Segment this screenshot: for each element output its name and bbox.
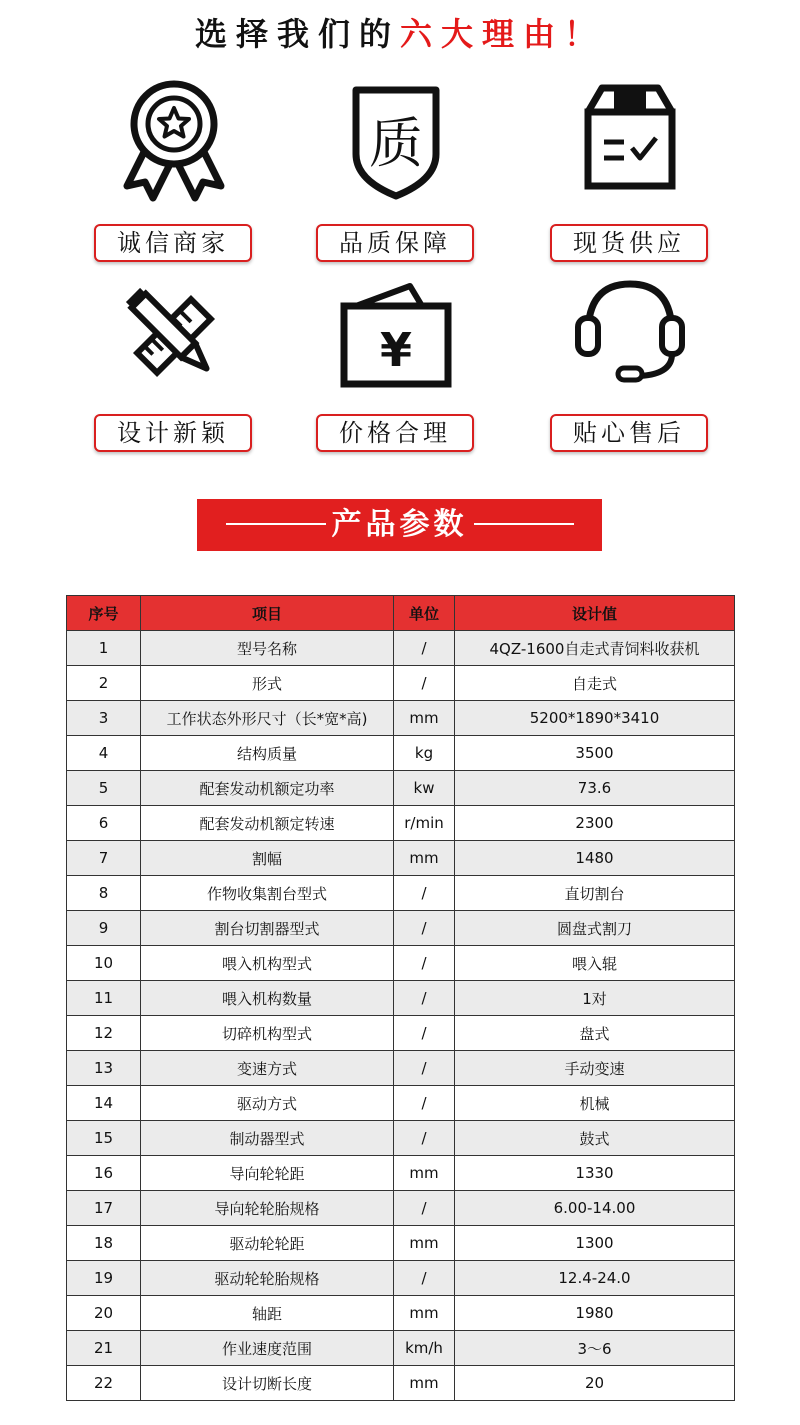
cell-index: 6 bbox=[67, 806, 141, 841]
cell-unit: / bbox=[394, 946, 455, 981]
table-row bbox=[67, 911, 735, 946]
cell-value: 5200*1890*3410 bbox=[455, 701, 735, 736]
cell-item: 轴距 bbox=[141, 1296, 394, 1331]
cell-value: 喂入辊 bbox=[455, 946, 735, 981]
table-row bbox=[67, 806, 735, 841]
design-tools-icon bbox=[114, 280, 234, 392]
cell-index: 3 bbox=[67, 701, 141, 736]
cell-item: 形式 bbox=[141, 666, 394, 701]
cell-unit: kg bbox=[394, 736, 455, 771]
cell-unit: / bbox=[394, 876, 455, 911]
cell-item: 切碎机构型式 bbox=[141, 1016, 394, 1051]
cell-value: 1对 bbox=[455, 981, 735, 1016]
cell-value: 盘式 bbox=[455, 1016, 735, 1051]
cell-unit: / bbox=[394, 631, 455, 666]
cell-value: 73.6 bbox=[455, 771, 735, 806]
headline-part-2: 六大理由！ bbox=[400, 15, 606, 53]
section-title: 产品参数 bbox=[331, 507, 468, 542]
cell-index: 20 bbox=[67, 1296, 141, 1331]
table-row bbox=[67, 1016, 735, 1051]
cell-index: 8 bbox=[67, 876, 141, 911]
cell-item: 驱动轮轮胎规格 bbox=[141, 1261, 394, 1296]
header-value: 设计值 bbox=[455, 596, 735, 631]
cell-item: 型号名称 bbox=[141, 631, 394, 666]
cell-item: 割台切割器型式 bbox=[141, 911, 394, 946]
table-row bbox=[67, 1331, 735, 1366]
cell-index: 18 bbox=[67, 1226, 141, 1261]
cell-value: 1300 bbox=[455, 1226, 735, 1261]
cell-index: 13 bbox=[67, 1051, 141, 1086]
table-row bbox=[67, 666, 735, 701]
cell-unit: / bbox=[394, 1016, 455, 1051]
cell-unit: kw bbox=[394, 771, 455, 806]
feature-label: 现货供应 bbox=[550, 224, 708, 262]
cell-unit: / bbox=[394, 911, 455, 946]
cell-value: 鼓式 bbox=[455, 1121, 735, 1156]
svg-text:质: 质 bbox=[369, 112, 423, 175]
table-row bbox=[67, 631, 735, 666]
cell-item: 结构质量 bbox=[141, 736, 394, 771]
cell-unit: mm bbox=[394, 841, 455, 876]
cell-index: 2 bbox=[67, 666, 141, 701]
feature-label: 品质保障 bbox=[316, 224, 474, 262]
table-row bbox=[67, 1156, 735, 1191]
cell-value: 机械 bbox=[455, 1086, 735, 1121]
table-row bbox=[67, 841, 735, 876]
cell-item: 配套发动机额定转速 bbox=[141, 806, 394, 841]
cell-value: 手动变速 bbox=[455, 1051, 735, 1086]
cell-value: 1980 bbox=[455, 1296, 735, 1331]
table-row bbox=[67, 1086, 735, 1121]
feature-novel-design bbox=[94, 280, 254, 452]
table-row bbox=[67, 701, 735, 736]
cell-value: 直切割台 bbox=[455, 876, 735, 911]
cell-item: 驱动轮轮距 bbox=[141, 1226, 394, 1261]
cell-item: 作业速度范围 bbox=[141, 1331, 394, 1366]
cell-item: 变速方式 bbox=[141, 1051, 394, 1086]
cell-index: 21 bbox=[67, 1331, 141, 1366]
cell-item: 工作状态外形尺寸（长*宽*高) bbox=[141, 701, 394, 736]
table-row bbox=[67, 876, 735, 911]
cell-value: 圆盘式割刀 bbox=[455, 911, 735, 946]
parameters-table bbox=[66, 595, 735, 1401]
cell-index: 11 bbox=[67, 981, 141, 1016]
cell-item: 喂入机构数量 bbox=[141, 981, 394, 1016]
cell-unit: / bbox=[394, 666, 455, 701]
cell-value: 3500 bbox=[455, 736, 735, 771]
cell-index: 16 bbox=[67, 1156, 141, 1191]
cell-item: 喂入机构型式 bbox=[141, 946, 394, 981]
cell-item: 割幅 bbox=[141, 841, 394, 876]
cell-index: 14 bbox=[67, 1086, 141, 1121]
cell-item: 设计切断长度 bbox=[141, 1366, 394, 1401]
header-item: 项目 bbox=[141, 596, 394, 631]
table-row bbox=[67, 736, 735, 771]
cell-unit: / bbox=[394, 1191, 455, 1226]
cell-unit: / bbox=[394, 1051, 455, 1086]
quality-shield-icon bbox=[348, 82, 444, 202]
cell-value: 12.4-24.0 bbox=[455, 1261, 735, 1296]
cell-unit: / bbox=[394, 1261, 455, 1296]
cell-unit: km/h bbox=[394, 1331, 455, 1366]
cell-item: 配套发动机额定功率 bbox=[141, 771, 394, 806]
stock-box-icon bbox=[580, 82, 680, 194]
price-wallet-icon bbox=[338, 280, 454, 390]
table-row bbox=[67, 771, 735, 806]
table-row bbox=[67, 1121, 735, 1156]
header-unit: 单位 bbox=[394, 596, 455, 631]
cell-index: 4 bbox=[67, 736, 141, 771]
cell-unit: mm bbox=[394, 1226, 455, 1261]
banner-rule-left bbox=[226, 523, 326, 525]
cell-value: 1480 bbox=[455, 841, 735, 876]
cell-unit: r/min bbox=[394, 806, 455, 841]
cell-item: 作物收集割台型式 bbox=[141, 876, 394, 911]
cell-value: 2300 bbox=[455, 806, 735, 841]
cell-value: 20 bbox=[455, 1366, 735, 1401]
table-row bbox=[67, 1296, 735, 1331]
cell-unit: mm bbox=[394, 1366, 455, 1401]
feature-label: 贴心售后 bbox=[550, 414, 708, 452]
cell-index: 10 bbox=[67, 946, 141, 981]
svg-text:¥: ¥ bbox=[379, 323, 413, 377]
cell-index: 17 bbox=[67, 1191, 141, 1226]
cell-value: 1330 bbox=[455, 1156, 735, 1191]
table-row bbox=[67, 1051, 735, 1086]
cell-item: 导向轮轮距 bbox=[141, 1156, 394, 1191]
section-banner bbox=[197, 499, 602, 551]
cell-index: 1 bbox=[67, 631, 141, 666]
feature-label: 诚信商家 bbox=[94, 224, 252, 262]
table-row bbox=[67, 981, 735, 1016]
cell-value: 4QZ-1600自走式青饲料收获机 bbox=[455, 631, 735, 666]
cell-item: 导向轮轮胎规格 bbox=[141, 1191, 394, 1226]
cell-index: 15 bbox=[67, 1121, 141, 1156]
cell-value: 3～6 bbox=[455, 1331, 735, 1366]
cell-unit: mm bbox=[394, 701, 455, 736]
award-medal-icon bbox=[119, 78, 229, 203]
feature-quality-assurance bbox=[316, 78, 476, 262]
feature-label: 设计新颖 bbox=[94, 414, 252, 452]
table-row bbox=[67, 946, 735, 981]
feature-label: 价格合理 bbox=[316, 414, 474, 452]
cell-value: 自走式 bbox=[455, 666, 735, 701]
feature-reasonable-price bbox=[316, 280, 476, 452]
banner-rule-right bbox=[474, 523, 574, 525]
cell-unit: mm bbox=[394, 1156, 455, 1191]
cell-index: 22 bbox=[67, 1366, 141, 1401]
table-body bbox=[67, 631, 735, 1401]
feature-honest-merchant bbox=[94, 78, 254, 262]
cell-unit: mm bbox=[394, 1296, 455, 1331]
headline-part-1: 选择我们的 bbox=[194, 15, 400, 53]
cell-value: 6.00-14.00 bbox=[455, 1191, 735, 1226]
table-row bbox=[67, 1261, 735, 1296]
cell-index: 19 bbox=[67, 1261, 141, 1296]
cell-item: 制动器型式 bbox=[141, 1121, 394, 1156]
cell-index: 5 bbox=[67, 771, 141, 806]
cell-index: 12 bbox=[67, 1016, 141, 1051]
cell-unit: / bbox=[394, 981, 455, 1016]
table-row bbox=[67, 1191, 735, 1226]
cell-index: 9 bbox=[67, 911, 141, 946]
table-row bbox=[67, 1226, 735, 1261]
headset-icon bbox=[570, 274, 690, 388]
page-headline bbox=[0, 14, 800, 54]
table-row bbox=[67, 1366, 735, 1401]
cell-unit: / bbox=[394, 1121, 455, 1156]
cell-unit: / bbox=[394, 1086, 455, 1121]
feature-after-sales bbox=[550, 280, 710, 452]
cell-item: 驱动方式 bbox=[141, 1086, 394, 1121]
header-index: 序号 bbox=[67, 596, 141, 631]
table-header-row bbox=[67, 596, 735, 631]
feature-in-stock bbox=[550, 78, 710, 262]
cell-index: 7 bbox=[67, 841, 141, 876]
